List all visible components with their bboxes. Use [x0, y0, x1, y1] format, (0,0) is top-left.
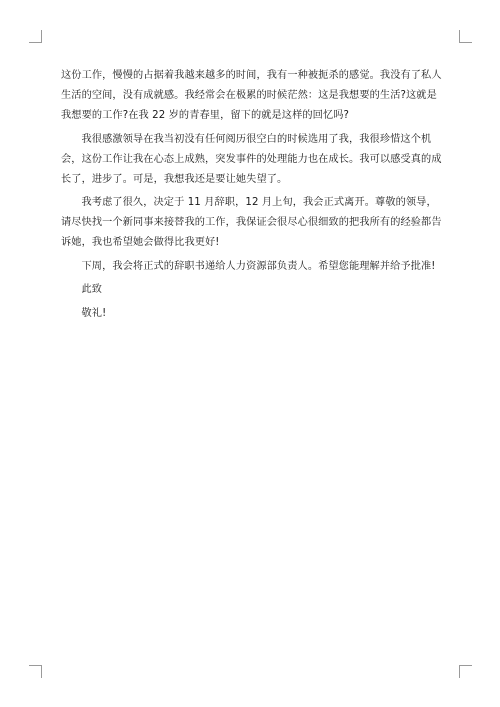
closing-regards: 敬礼! [81, 307, 107, 319]
closing-salutation: 此致 [81, 284, 103, 295]
paragraph-resignation-date: 我考虑了很久，决定于 11 月辞职，12 月上旬，我会正式离开。尊敬的领导，请尽快找一个新同事来接替我的工作，我保证会很尽心很细致的把我所有的经验都告诉她，我也希望她会做得比我更好! [61, 197, 442, 248]
crop-mark-top-right [459, 30, 472, 43]
crop-mark-bottom-left [29, 665, 42, 678]
paragraph-next-week: 下周，我会将正式的辞职书递给人力资源部负责人。希望您能理解并给予批准! [81, 260, 436, 272]
paragraph-continuation: 这份工作，慢慢的占据着我越来越多的时间，我有一种被扼杀的感觉。我没有了私人生活的空间，没有成就感。我经常会在极累的时候茫然：这是我想要的生活?这就是我想要的工作?在我 22 岁的青春里，留下的就是这样的回忆吗? [61, 70, 442, 121]
crop-mark-bottom-right [459, 665, 472, 678]
document-body [61, 66, 446, 327]
crop-mark-top-left [29, 30, 42, 43]
paragraph-gratitude: 我很感激领导在我当初没有任何阅历很空白的时候选用了我，我很珍惜这个机会，这份工作让我在心态上成熟，突发事件的处理能力也在成长。我可以感受真的成长了，进步了。可是，我想我还是要让她失望了。 [61, 133, 442, 185]
